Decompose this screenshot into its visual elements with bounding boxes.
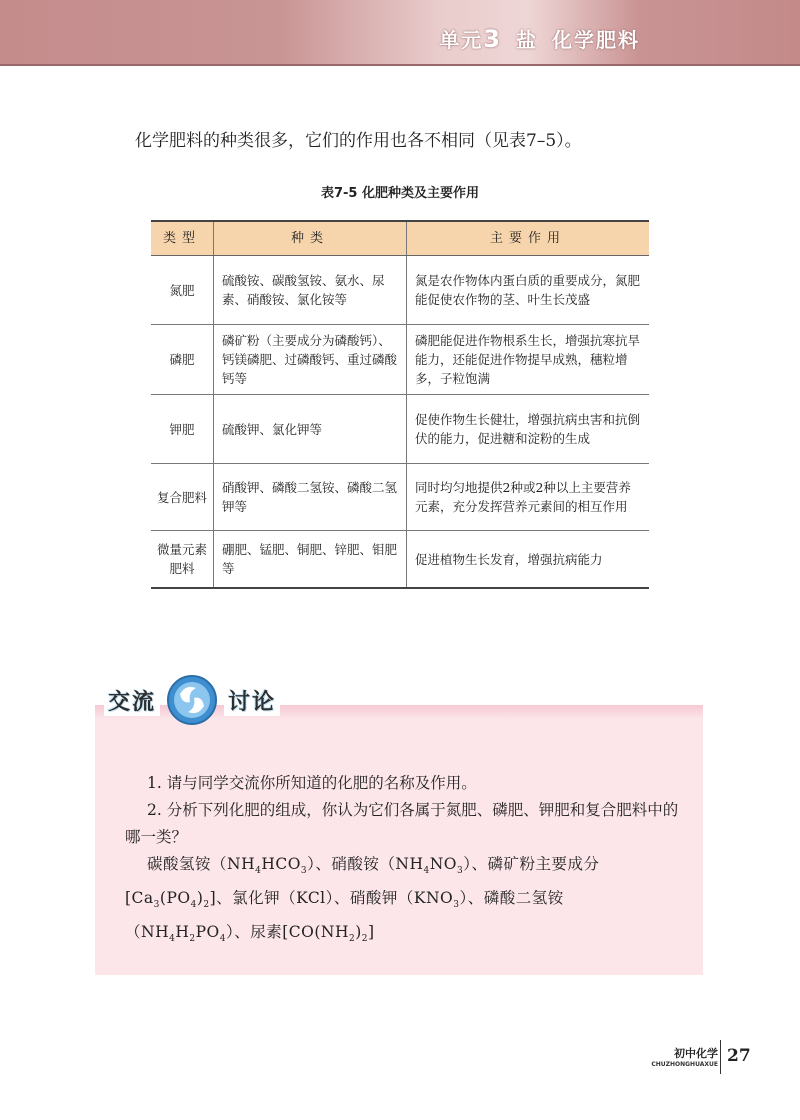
discussion-title-left: 交流 — [104, 685, 160, 716]
table-caption: 表7-5 化肥种类及主要作用 — [320, 186, 479, 201]
table-row — [151, 256, 649, 325]
header-rule — [0, 64, 800, 66]
header-effect: 主要作用 — [407, 221, 650, 256]
footer-book-title — [651, 1045, 718, 1068]
section-title: 化学肥料 — [552, 28, 640, 52]
table-header-row — [151, 221, 649, 256]
cell-type: 微量元素肥料 — [151, 531, 214, 589]
running-header — [439, 24, 640, 53]
table-row — [151, 464, 649, 531]
cell-kinds: 硝酸钾、磷酸二氢铵、磷酸二氢钾等 — [214, 464, 407, 531]
page-number: 27 — [727, 1046, 751, 1066]
question-1: 1. 请与同学交流你所知道的化肥的名称及作用。 — [147, 774, 477, 792]
cell-type: 复合肥料 — [151, 464, 214, 531]
cell-type: 氮肥 — [151, 256, 214, 325]
unit-number: 3 — [483, 25, 502, 53]
cell-kinds: 硫酸铵、碳酸氢铵、氨水、尿素、硝酸铵、氯化铵等 — [214, 256, 407, 325]
cell-kinds: 磷矿粉（主要成分为磷酸钙）、钙镁磷肥、过磷酸钙、重过磷酸钙等 — [214, 325, 407, 395]
book-title-pinyin: CHUZHONGHUAXUE — [651, 1061, 718, 1068]
cell-effect: 促进植物生长发育，增强抗病能力 — [407, 531, 650, 589]
unit-name: 盐 — [516, 28, 538, 52]
discussion-badge-icon — [166, 674, 218, 726]
cell-effect: 磷肥能促进作物根系生长，增强抗寒抗旱能力，还能促进作物提早成熟，穗粒增多，子粒饱满 — [407, 325, 650, 395]
cell-kinds: 硫酸钾、氯化钾等 — [214, 395, 407, 464]
fertilizer-table — [151, 220, 649, 589]
question-2: 2. 分析下列化肥的组成，你认为它们各属于氮肥、磷肥、钾肥和复合肥料中的哪一类？ — [125, 801, 679, 846]
intro-paragraph: 化学肥料的种类很多，它们的作用也各不相同（见表7–5）。 — [135, 131, 582, 151]
table-row — [151, 325, 649, 395]
question-2-formulas: 碳酸氢铵$(NH_4HCO_3)$、硝酸铵$(NH_4NO_3)$、磷矿粉主要成分$[Ca_3(PO_4)_2]$、氯化钾（KCl）、硝酸钾$(KNO_3)$、磷酸二氢铵$(NH_4H_2PO_4)$、尿素$[CO(NH_2)_2]$ — [125, 855, 600, 945]
header-type: 类型 — [151, 221, 214, 256]
table-row — [151, 395, 649, 464]
cell-effect: 同时均匀地提供2种或2种以上主要营养元素，充分发挥营养元素间的相互作用 — [407, 464, 650, 531]
book-title: 初中化学 — [674, 1047, 718, 1060]
cell-kinds: 硼肥、锰肥、铜肥、锌肥、钼肥等 — [214, 531, 407, 589]
header-kinds: 种类 — [214, 221, 407, 256]
footer-divider — [720, 1040, 721, 1074]
table-row — [151, 531, 649, 589]
cell-type: 钾肥 — [151, 395, 214, 464]
header-band — [0, 0, 800, 64]
cell-type: 磷肥 — [151, 325, 214, 395]
discussion-title-right: 讨论 — [224, 685, 280, 716]
discussion-heading — [104, 680, 280, 720]
cell-effect: 氮是农作物体内蛋白质的重要成分，氮肥能促使农作物的茎、叶生长茂盛 — [407, 256, 650, 325]
cell-effect: 促使作物生长健壮，增强抗病虫害和抗倒伏的能力，促进糖和淀粉的生成 — [407, 395, 650, 464]
unit-label: 单元3 — [439, 25, 502, 53]
